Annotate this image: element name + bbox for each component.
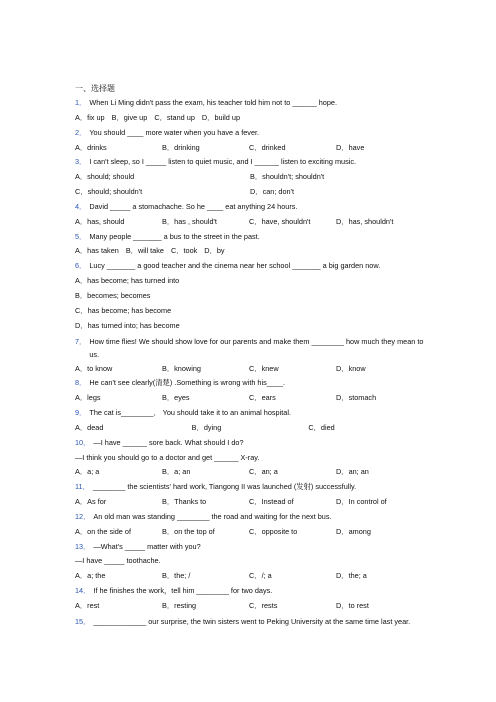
option-b[interactable]: B．becomes; becomes: [75, 290, 151, 300]
options-5: [75, 244, 425, 259]
section-title: 一、选择题: [75, 84, 115, 93]
option-d[interactable]: D．build up: [201, 112, 241, 122]
question-number: 15．: [75, 616, 91, 626]
question-2: [75, 126, 425, 141]
option-b[interactable]: B．has , should't: [162, 216, 217, 226]
question-10: [75, 436, 425, 451]
option-d[interactable]: D．know: [336, 363, 366, 373]
options-10: [75, 465, 425, 480]
option-b[interactable]: B．shouldn't; shouldn't: [250, 172, 325, 182]
worksheet: [75, 82, 425, 629]
option-c[interactable]: C．opposite to: [249, 526, 298, 536]
option-d[interactable]: D．among: [336, 526, 371, 536]
question-text: How time flies! We should show love for our parents and make them ________ how much they mean to us.: [89, 336, 424, 359]
option-b[interactable]: B．the; /: [162, 571, 191, 581]
option-a[interactable]: A．on the side of: [75, 526, 131, 536]
question-number: 4．: [75, 201, 87, 211]
question-number: 1．: [75, 98, 87, 107]
option-c[interactable]: C．took: [170, 246, 198, 256]
question-number: 7．: [75, 336, 87, 346]
option-a[interactable]: A．should; should: [75, 172, 135, 182]
option-d[interactable]: D．has, shouldn't: [336, 216, 394, 226]
question-number: 13．: [75, 541, 91, 551]
question-1: [75, 96, 425, 111]
question-text: —I have ______ sore back. What should I do?: [93, 437, 244, 447]
question-text: Many people _______ a bus to the street in the past.: [89, 231, 260, 241]
option-c[interactable]: C．has become; has become: [75, 305, 172, 315]
question-number: 9．: [75, 408, 87, 418]
options-4: [75, 215, 425, 230]
option-b[interactable]: B．Thanks to: [162, 497, 207, 507]
option-c[interactable]: C．rests: [249, 601, 278, 610]
question-number: 2．: [75, 127, 87, 137]
option-c[interactable]: C．/; a: [249, 571, 272, 581]
option-d[interactable]: D．In control of: [336, 497, 387, 507]
option-d[interactable]: D．an; an: [336, 467, 369, 477]
question-text: David _____ a stomachache. So he ____ eat anything 24 hours.: [89, 201, 298, 211]
question-3: [75, 155, 425, 170]
option-b[interactable]: B．on the top of: [162, 526, 215, 536]
question-number: 11．: [75, 482, 90, 492]
option-d[interactable]: D．has turned into; has become: [75, 320, 180, 330]
options-13: [75, 569, 425, 584]
option-c[interactable]: C．should; shouldn't: [75, 187, 143, 197]
question-text: An old man was standing ________ the road and waiting for the next bus.: [93, 511, 332, 521]
question-text: If he finishes the work，tell him ________ for two days.: [93, 586, 273, 596]
option-d[interactable]: D．have: [336, 142, 365, 152]
options-12: [75, 525, 425, 540]
question-7: [75, 334, 425, 362]
question-6: [75, 259, 425, 274]
question-4: [75, 200, 425, 215]
option-a[interactable]: A．As for: [75, 497, 107, 507]
option-c[interactable]: C．Instead of: [249, 497, 294, 507]
option-b[interactable]: B．knowing: [162, 363, 201, 373]
question-14: [75, 584, 425, 599]
question-text: He can't see clearly(清楚) .Something is wrong with his____.: [89, 378, 286, 388]
question-number: 6．: [75, 261, 87, 271]
question-8: [75, 376, 425, 391]
option-a[interactable]: A．drinks: [75, 142, 107, 152]
option-d[interactable]: D．to rest: [336, 601, 369, 610]
option-a[interactable]: A．to know: [75, 363, 113, 373]
option-d[interactable]: D．by: [204, 246, 225, 256]
options-2: [75, 141, 425, 156]
options-7: [75, 362, 425, 377]
options-8: [75, 391, 425, 406]
question-12: [75, 510, 425, 525]
option-a[interactable]: A．a; a: [75, 467, 100, 477]
question-number: 10．: [75, 437, 91, 447]
option-c[interactable]: C．stand up: [154, 112, 195, 122]
question-text: _____________ our surprise, the twin sisters went to Peking University at the same time last year.: [93, 616, 411, 626]
option-d[interactable]: D．the; a: [336, 571, 367, 581]
question-text: I can't sleep, so I _____ listen to quiet music, and I ______ listen to exciting music.: [89, 157, 357, 167]
option-c[interactable]: C．knew: [249, 363, 279, 373]
question-text-continued: —I have _____ toothache.: [75, 556, 161, 566]
options-3-row2: [75, 185, 425, 200]
option-a[interactable]: A．rest: [75, 601, 100, 610]
option-b[interactable]: B．will take: [125, 246, 164, 256]
option-c[interactable]: C．died: [308, 422, 335, 432]
option-b[interactable]: B．dying: [191, 422, 222, 432]
question-13: [75, 540, 425, 555]
question-text: —What's _____ matter with you?: [93, 541, 201, 551]
options-9: [75, 421, 425, 436]
option-c[interactable]: C．drinked: [249, 142, 286, 152]
option-b[interactable]: B．give up: [111, 112, 148, 122]
option-a[interactable]: A．has become; has turned into: [75, 276, 180, 286]
option-d[interactable]: D．can; don't: [250, 187, 294, 197]
question-number: 12．: [75, 511, 91, 521]
question-number: 8．: [75, 378, 87, 388]
option-b[interactable]: B．eyes: [162, 393, 190, 403]
question-number: 3．: [75, 157, 87, 167]
option-c[interactable]: C．an; a: [249, 467, 278, 477]
option-a[interactable]: A．a; the: [75, 571, 106, 581]
question-number: 5．: [75, 231, 87, 241]
question-text: When Li Ming didn't pass the exam, his teacher told him not to ______ hope.: [89, 98, 337, 107]
options-3-row1: [75, 170, 425, 185]
option-b[interactable]: B．resting: [162, 601, 197, 610]
option-b[interactable]: B．a; an: [162, 467, 191, 477]
question-text: You should ____ more water when you have a fever.: [89, 127, 260, 137]
options-1: [75, 111, 425, 126]
option-a[interactable]: A．legs: [75, 393, 101, 403]
question-5: [75, 230, 425, 245]
options-11: [75, 495, 425, 510]
question-number: 14．: [75, 586, 91, 596]
option-a[interactable]: A．has taken: [75, 246, 119, 256]
question-text: ________ the scientists' hard work, Tiangong II was launched (发射) successfully.: [92, 482, 357, 492]
question-text: Lucy _______ a good teacher and the cinema near her school _______ a big garden now.: [89, 261, 381, 271]
question-9: [75, 406, 425, 421]
option-d[interactable]: D．stomach: [336, 393, 377, 403]
question-text: The cat is________． You should take it to an animal hospital.: [89, 408, 291, 418]
option-c[interactable]: C．have, shouldn't: [249, 216, 311, 226]
question-11: [75, 480, 425, 495]
option-a[interactable]: A．dead: [75, 422, 104, 432]
option-a[interactable]: A．has, should: [75, 216, 125, 226]
option-a[interactable]: A．fix up: [75, 112, 105, 122]
question-text-continued: —I think you should go to a doctor and get ______ X-ray.: [75, 452, 260, 462]
question-15: [75, 614, 425, 629]
option-b[interactable]: B．drinking: [162, 142, 200, 152]
option-c[interactable]: C．ears: [249, 393, 276, 403]
options-14: [75, 599, 425, 614]
